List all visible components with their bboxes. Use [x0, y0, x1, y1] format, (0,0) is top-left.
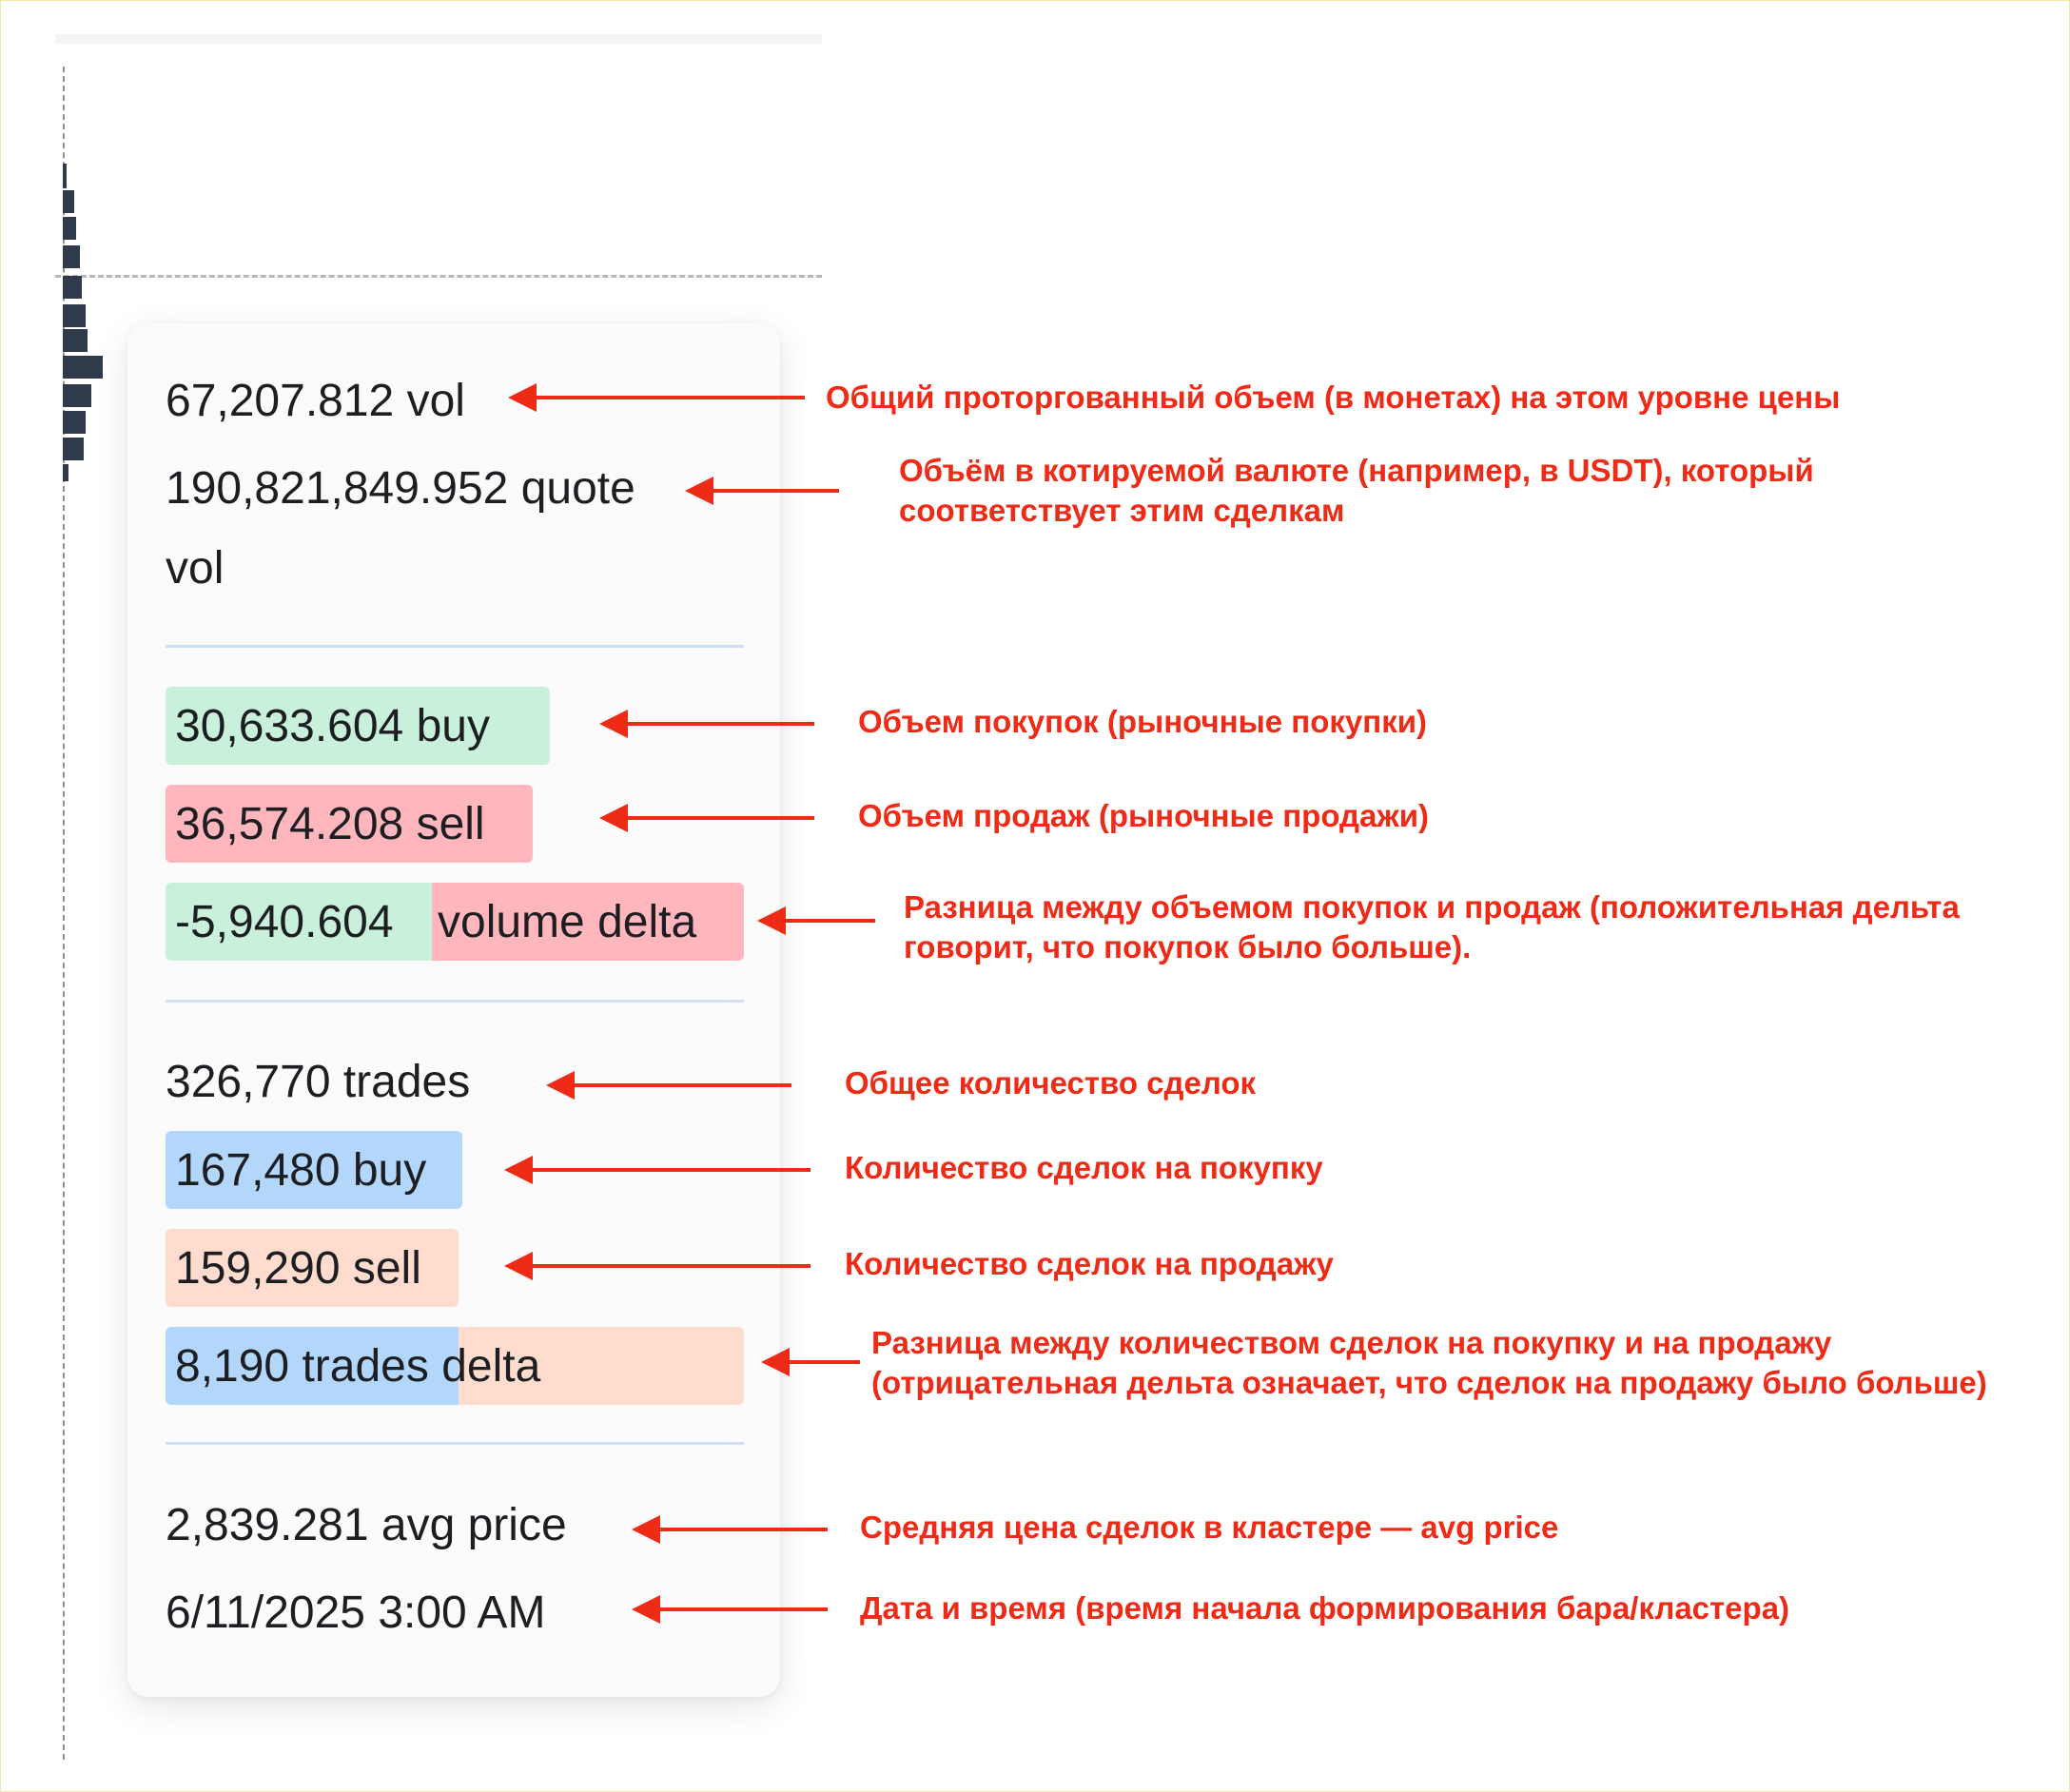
- annotation-trades: Общее количество сделок: [845, 1065, 1257, 1101]
- cluster-tooltip: [127, 323, 780, 1697]
- datetime-value: 6/11/2025 3:00 AM: [166, 1587, 546, 1638]
- volume-profile-bar: [63, 276, 82, 299]
- annotation-datetime: Дата и время (время начала формирования бара/кластера): [860, 1590, 1790, 1626]
- buy-volume-value: 30,633.604 buy: [175, 701, 490, 751]
- annotation-avg-price: Средняя цена сделок в кластере — avg price: [860, 1510, 1559, 1545]
- vol-value: 67,207.812 vol: [166, 376, 465, 426]
- separator: [166, 1442, 744, 1445]
- arrow-left-icon: [656, 1607, 828, 1611]
- volume-profile-bar: [63, 164, 67, 188]
- quote-vol-value-wrap: vol: [166, 543, 225, 594]
- annotation-trades-delta: Разница между количеством сделок на покупку и на продажу: [871, 1325, 1832, 1360]
- avg-price-value: 2,839.281 avg price: [166, 1500, 567, 1550]
- annotation-quote-vol: Объём в котируемой валюте (например, в USDT), который: [899, 453, 1814, 488]
- annotation-trades-delta-line2: (отрицательная дельта означает, что сделок на продажу было больше): [871, 1365, 1987, 1400]
- arrow-left-icon: [656, 1528, 828, 1531]
- arrow-left-icon: [782, 919, 875, 923]
- volume-profile-bar: [63, 329, 88, 352]
- arrow-left-icon: [624, 722, 814, 726]
- annotation-sell-trades: Количество сделок на продажу: [845, 1246, 1334, 1281]
- annotation-vol: Общий проторгованный объем (в монетах) на этом уровне цены: [826, 380, 1841, 415]
- volume-delta-value: -5,940.604: [175, 897, 394, 947]
- trades-delta-value: 8,190 trades delta: [175, 1341, 541, 1392]
- arrow-left-icon: [529, 1168, 810, 1172]
- volume-profile-bar: [63, 217, 76, 240]
- arrow-left-icon: [571, 1083, 791, 1087]
- volume-profile-bar: [63, 384, 91, 407]
- annotation-quote-vol-line2: соответствует этим сделкам: [899, 493, 1345, 528]
- annotation-buy-trades: Количество сделок на покупку: [845, 1150, 1323, 1185]
- volume-delta-label: volume delta: [438, 897, 697, 947]
- arrow-left-icon: [624, 816, 814, 820]
- quote-vol-value: 190,821,849.952 quote: [166, 463, 635, 514]
- arrow-left-icon: [786, 1360, 860, 1364]
- sell-trades-value: 159,290 sell: [175, 1243, 421, 1294]
- annotation-volume-delta-line2: говорит, что покупок было больше).: [904, 929, 1472, 964]
- arrow-left-icon: [529, 1264, 810, 1268]
- volume-profile-bar: [63, 464, 68, 481]
- volume-profile-bar: [63, 356, 103, 379]
- volume-profile-bar: [63, 438, 84, 460]
- buy-trades-value: 167,480 buy: [175, 1145, 427, 1196]
- volume-profile-bar: [63, 304, 86, 327]
- annotation-sell-volume: Объем продаж (рыночные продажи): [858, 798, 1430, 833]
- arrow-left-icon: [533, 396, 805, 399]
- chart-top-strip: [55, 34, 822, 44]
- arrow-left-icon: [710, 489, 839, 493]
- volume-profile-bar: [63, 411, 86, 434]
- sell-volume-value: 36,574.208 sell: [175, 799, 485, 849]
- separator: [166, 645, 744, 648]
- annotation-buy-volume: Объем покупок (рыночные покупки): [858, 704, 1427, 739]
- annotation-volume-delta: Разница между объемом покупок и продаж (положительная дельта: [904, 889, 1960, 925]
- trades-value: 326,770 trades: [166, 1057, 471, 1107]
- separator: [166, 1000, 744, 1003]
- crosshair-horizontal-line: [55, 275, 822, 278]
- volume-profile-bar: [63, 245, 80, 268]
- volume-profile-bar: [63, 190, 74, 213]
